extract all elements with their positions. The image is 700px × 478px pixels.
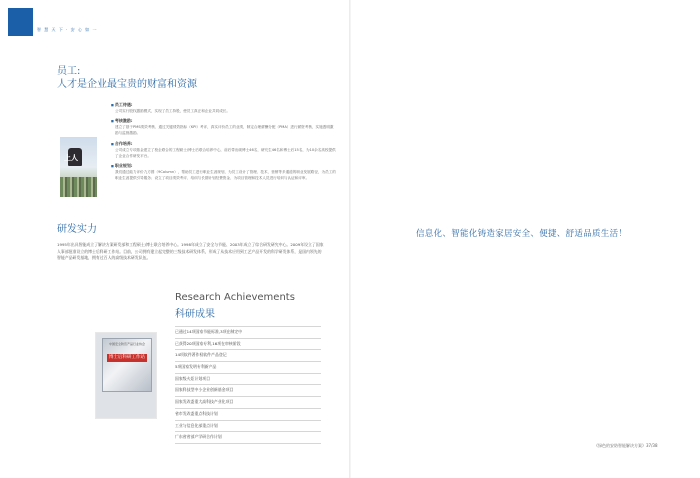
staff-photo xyxy=(60,137,97,197)
achievements-list xyxy=(175,326,321,444)
bullet-body: 我们通过能力评价九方圆（9Column），帮助员工进行职业生涯规划，为员工设计了管理、技术、营销等多通道的职业发展路径，为员工的职业生涯提供引导服务；设立了项目绩效考评、培训与长期计划经费资金、为项目管理和技术人员进行培训与认证和评审。 xyxy=(115,170,336,181)
staff-section-subtitle: 人才是企业最宝贵的财富和资源 xyxy=(57,79,197,90)
certificate-image xyxy=(96,333,156,418)
crowd-shape xyxy=(60,177,97,197)
header-tagline: 智 慧 天 下 · 安 心 如 一 xyxy=(37,27,98,32)
list-item: 国家级火炬计划项目 xyxy=(175,374,321,386)
bullet-item xyxy=(111,163,336,181)
slogan: 信息化、智能化铸造家居安全、便捷、舒适品质生活！ xyxy=(416,229,628,239)
rd-paragraph: 1995年出具智能成立了解决方案研发部和工程硕士/博士联合培养中心。1998年成立了安全与节能、2003年成立了综合研发研究中心。2009年设立了国家人事部批准设立的博士后科研工作站。目前，公司拥有建立起完整的三级技术研发体系，形成了从技术应用到工艺产品开发的科学研发体系，是国内领先的智能产品研发基地，拥有过百人的高级技术研发队伍。 xyxy=(57,242,324,261)
bullet-heading: ■ 合作培养: xyxy=(111,141,336,147)
list-item: 广东省省部产学研合作计划 xyxy=(175,432,321,444)
list-item: 国家科技型中小企业创新基金项目 xyxy=(175,385,321,397)
list-item: 国家发改委重大高科技产业化项目 xyxy=(175,397,321,409)
list-item: 已通过14项国家节能标准,3项在制定中 xyxy=(175,326,321,339)
page-fold xyxy=(349,0,351,478)
photo-sign-text: 上人 xyxy=(64,153,78,162)
bullet-body: 公司成立专项基金建立了校企联合的工程硕士/博士后联合培养中心，前后带出硕博士46名，研究生46名和博士后15名，为10余名高校提供了企业合作研发平台。 xyxy=(115,147,336,158)
bullet-item xyxy=(111,118,336,136)
list-item: 14项软件著作权软件产品登记 xyxy=(175,350,321,362)
brand-color-block xyxy=(8,8,33,36)
bullet-body: 公司实行股权激励模式，实现了员工持股，使员工真正和企业共同成长。 xyxy=(115,109,230,113)
certificate-plaque xyxy=(102,338,152,392)
bullet-heading: ■ 员工待遇: xyxy=(111,102,336,108)
bullet-body: 建立了基于PMS绩效考核、通过关键绩效指标（KPI）考评，真实评价员工的业绩，制定合理薪酬分配（PMA）进行薪资考核，实施透明激励与监督激励。 xyxy=(115,125,334,136)
bullet-heading: ■ 考核激励: xyxy=(111,118,336,124)
certificate-band: 博士后科研工作站 xyxy=(109,355,145,360)
staff-section-title: 员工: xyxy=(57,66,81,77)
bullet-heading: ■ 职业规划: xyxy=(111,163,336,169)
certificate-issuer: 中国安全防范产品行业协会 xyxy=(108,342,145,346)
list-item: 5项国家发明专利新产品 xyxy=(175,362,321,374)
list-item: 已获得20项国家专利,16项在审核阶段 xyxy=(175,339,321,351)
bullet-item xyxy=(111,141,336,159)
list-item: 省市发改委重点科技计划 xyxy=(175,409,321,421)
page-footer: 《绿色的安防智能解决方案》37/38 xyxy=(594,443,658,448)
list-item: 工业与信息化部重点计划 xyxy=(175,421,321,433)
achievements-title-cn: 科研成果 xyxy=(175,309,215,320)
achievements-title-en: Research Achievements xyxy=(175,292,295,303)
rd-section-title: 研发实力 xyxy=(57,224,97,235)
bullet-item xyxy=(111,102,336,114)
staff-bullet-list xyxy=(111,102,336,185)
